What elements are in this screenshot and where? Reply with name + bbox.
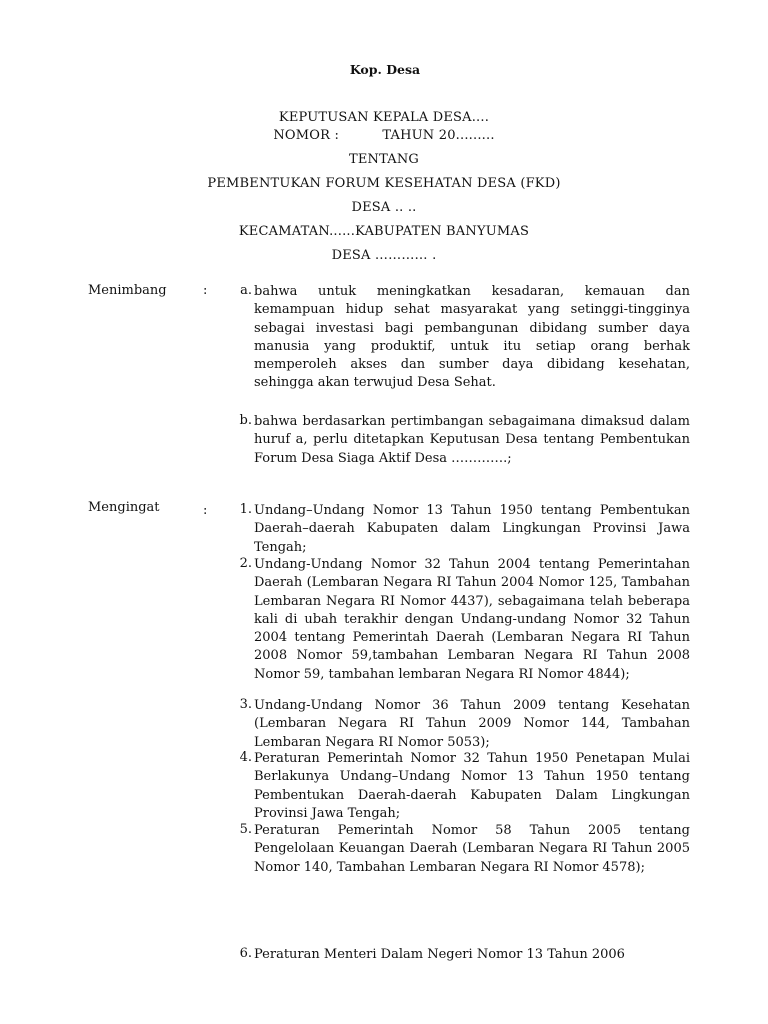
kecamatan-line: KECAMATAN......KABUPATEN BANYUMAS [238,224,530,239]
mengingat-label: Mengingat [88,500,160,515]
mengingat-item [224,750,690,823]
decree-number: NOMOR : TAHUN 20......... [273,128,495,143]
item-text: Peraturan Menteri Dalam Negeri Nomor 13 Tahun 2006 [254,947,625,962]
item-marker: a. [240,283,252,298]
mengingat-item [224,697,690,752]
menimbang-item [224,283,690,393]
item-text: Undang-Undang Nomor 36 Tahun 2009 tentang Kesehatan (Lembaran Negara RI Tahun 2009 Nomor 144, Tambahan Lembaran Negara RI Nomor 5053); [254,698,690,750]
item-text: Peraturan Pemerintah Nomor 32 Tahun 1950 Penetapan Mulai Berlakunya Undang–Undang Nomor 13 Tahun 1950 tentang Pembentukan Daerah-daerah Kabupaten Dalam Lingkungan Provinsi Jawa Tengah; [254,751,690,821]
tentang-heading: TENTANG [348,152,420,167]
menimbang-item [224,413,690,468]
item-marker: 6. [239,946,252,961]
desa-line-2: DESA ………… . [331,248,437,263]
decree-title: KEPUTUSAN KEPALA DESA.... [278,110,490,125]
item-marker: 2. [239,556,252,571]
item-text: Peraturan Pemerintah Nomor 58 Tahun 2005 tentang Pengelolaan Keuangan Daerah (Lembaran Negara RI Tahun 2005 Nomor 140, Tambahan Lembaran Negara RI Nomor 4578); [254,823,690,875]
menimbang-colon: : [203,283,208,298]
desa-line: DESA .. .. [351,200,417,215]
mengingat-item [224,946,690,964]
item-marker: 4. [239,750,252,765]
mengingat-item [224,822,690,877]
mengingat-colon: : [203,503,208,518]
item-marker: 3. [239,697,252,712]
mengingat-item [224,502,690,557]
item-marker: b. [239,413,252,428]
item-text: Undang–Undang Nomor 13 Tahun 1950 tentang Pembentukan Daerah–daerah Kabupaten dalam Lingkungan Provinsi Jawa Tengah; [254,503,690,555]
mengingat-item [224,556,690,684]
item-text: bahwa berdasarkan pertimbangan sebagaimana dimaksud dalam huruf a, perlu ditetapkan Keputusan Desa tentang Pembentukan Forum Desa Siaga Aktif Desa ………….; [254,414,690,466]
item-text: bahwa untuk meningkatkan kesadaran, kemauan dan kemampuan hidup sehat masyarakat yang setinggi-tingginya sebagai investasi bagi pembangunan dibidang sumber daya manusia yang produktif, untuk itu setiap orang berhak memperoleh akses dan sumber daya dibidang kesehatan, sehingga akan terwujud Desa Sehat. [254,284,690,391]
decree-subject: PEMBENTUKAN FORUM KESEHATAN DESA (FKD) [207,176,561,191]
item-marker: 1. [239,502,252,517]
item-text: Undang-Undang Nomor 32 Tahun 2004 tentang Pemerintahan Daerah (Lembaran Negara RI Tahun 2004 Nomor 125, Tambahan Lembaran Negara RI Nomor 4437), sebagaimana telah beberapa kali di ubah terakhir dengan Undang-undang Nomor 32 Tahun 2004 tentang Pemerintah Daerah (Lembaran Negara RI Tahun 2008 Nomor 59,tambahan Lembaran Negara RI Tahun 2008 Nomor 59, tambahan lembaran Negara RI Nomor 4844); [254,557,690,682]
letterhead-label: Kop. Desa [349,62,421,77]
item-marker: 5. [239,822,252,837]
menimbang-label: Menimbang [88,283,167,298]
